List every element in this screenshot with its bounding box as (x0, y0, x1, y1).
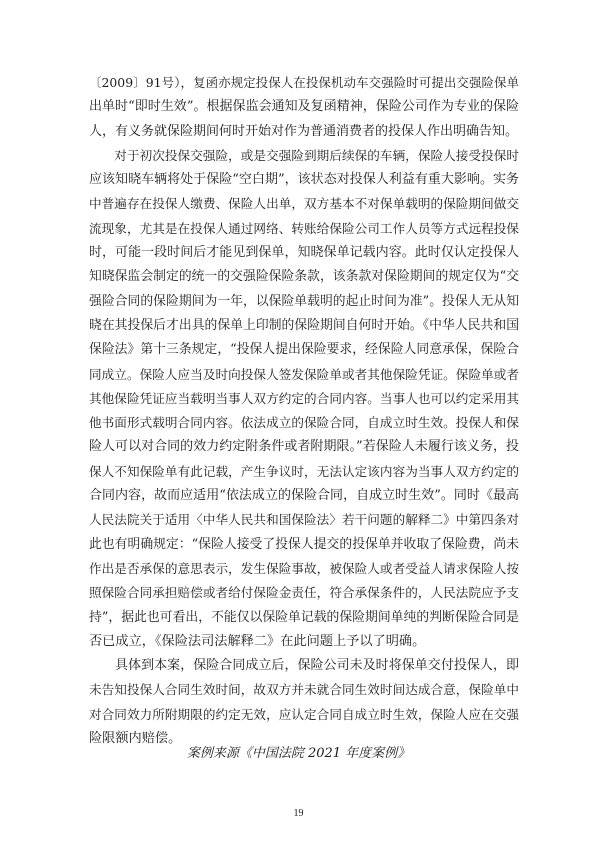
text-line: 对于初次投保交强险，或是交强险到期后续保的车辆，保险人接受投保时 (89, 147, 519, 163)
text-line: 时，可能一段时间后才能见到保单，知晓保单记载内容。此时仅认定投保人 (89, 245, 519, 261)
text-line: 保险法》第十三条规定，“投保人提出保险要求，经保险人同意承保，保险合 (89, 342, 519, 358)
body-text (89, 71, 519, 751)
text-line: 流现象，尤其是在投保人通过网络、转账给保险公司工作人员等方式远程投保 (89, 220, 519, 236)
text-line: 出单时“即时生效”。根据保监会通知及复函精神，保险公司作为专业的保险 (89, 99, 519, 115)
text-line: 保人不知保险单有此记载，产生争议时，无法认定该内容为当事人双方约定的 (89, 463, 519, 479)
text-line: 作出是否承保的意思表示，发生保险事故，被保险人或者受益人请求保险人按 (89, 560, 519, 576)
text-line: 应该知晓车辆将处于保险“空白期”，该状态对投保人利益有重大影响。实务 (89, 172, 519, 188)
page-number: 19 (293, 808, 304, 819)
text-line: 强险合同的保险期间为一年，以保险单载明的起止时间为准”。投保人无从知 (89, 293, 519, 309)
text-line: 险限额内赔偿。 (89, 731, 182, 747)
text-line: 险人可以对合同的效力约定附条件或者附期限。”若保险人未履行该义务，投 (89, 439, 519, 455)
text-line: 他书面形式载明合同内容。依法成立的保险合同，自成立时生效。投保人和保 (89, 415, 519, 431)
text-line: 照保险合同承担赔偿或者给付保险金责任，符合承保条件的，人民法院应予支 (89, 585, 519, 601)
text-line: 人，有义务就保险期间何时开始对作为普通消费者的投保人作出明确告知。 (89, 123, 519, 139)
text-line: 中普遍存在投保人缴费、保险人出单，双方基本不对保单载明的保险期间做交 (89, 196, 519, 212)
text-line: 其他保险凭证应当载明当事人双方约定的合同内容。当事人也可以约定采用其 (89, 390, 519, 406)
text-line: 具体到本案，保险合同成立后，保险公司未及时将保单交付投保人，即 (89, 658, 519, 674)
text-line: 人民法院关于适用〈中华人民共和国保险法〉若干问题的解释二》中第四条对 (89, 512, 519, 528)
text-line: 否已成立，《保险法司法解释二》在此问题上予以了明确。 (89, 633, 426, 649)
text-line: 同成立。保险人应当及时向投保人签发保险单或者其他保险凭证。保险单或者 (89, 366, 519, 382)
text-line: 〔2009〕91号），复函亦规定投保人在投保机动车交强险时可提出交强险保单 (89, 75, 519, 90)
text-line: 对合同效力所附期限的约定无效，应认定合同自成立时生效，保险人应在交强 (89, 706, 519, 722)
text-line: 合同内容，故而应适用“依法成立的保险合同，自成立时生效”。同时《最高 (89, 488, 519, 504)
text-line: 未告知投保人合同生效时间，故双方并未就合同生效时间达成合意，保险单中 (89, 682, 519, 698)
text-line: 知晓保监会制定的统一的交强险保险条款，该条款对保险期间的规定仅为“交 (89, 269, 519, 285)
text-line: 持”，据此也可看出，不能仅以保险单记载的保险期间单纯的判断保险合同是 (89, 609, 519, 625)
case-source-caption: 案例来源《中国法院 2021 年度案例》 (186, 746, 411, 761)
text-line: 晓在其投保后才出具的保单上印制的保险期间自何时开始。《中华人民共和国 (89, 317, 519, 333)
text-line: 此也有明确规定：“保险人接受了投保人提交的投保单并收取了保险费，尚未 (89, 536, 519, 552)
